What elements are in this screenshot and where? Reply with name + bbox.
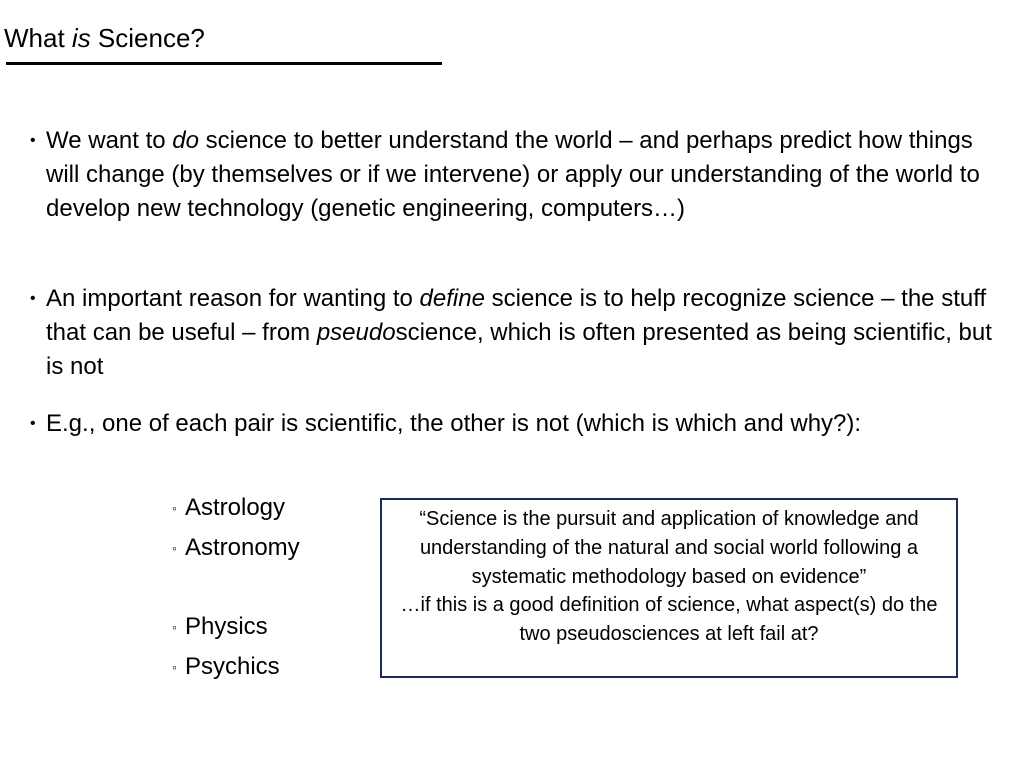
title-suffix: Science? [90, 23, 205, 53]
bullet-2 [30, 282, 1006, 384]
pair-item-label: Astrology [184, 494, 286, 521]
pair-item-label: Psychics [184, 653, 280, 680]
bullet-2-seg-2: science is to help recognize science – the stuff that can be useful – from [46, 285, 987, 346]
bullet-3-seg-0: E.g., one of each pair is scientific, the other is not (which is which and why?): [46, 410, 862, 437]
title-italic: is [71, 23, 91, 53]
definition-quote-box [380, 498, 958, 678]
bullet-1-seg-0: We want to [46, 127, 173, 154]
title-underline [6, 62, 442, 65]
quote-question: …if this is a good definition of science, what aspect(s) do the two pseudosciences at left fail at? [400, 594, 938, 646]
bullet-3 [30, 407, 1006, 441]
bullet-2-seg-4: science, which is often presented as being scientific, but is not [46, 319, 992, 380]
pair-item-label: Astronomy [184, 534, 300, 561]
bullet-dot-icon: • [30, 132, 36, 149]
bullet-2-seg-3: pseudo [316, 319, 396, 346]
pair-item-psychics [172, 652, 280, 684]
bullet-dot-icon: • [30, 290, 36, 307]
bullet-1-seg-1: do [172, 127, 199, 154]
quote-definition: “Science is the pursuit and application of knowledge and understanding of the natural and social world following a systematic methodology based on evidence” [419, 508, 919, 588]
slide-title [4, 22, 205, 54]
pair-item-physics [172, 612, 268, 644]
pair-item-label: Physics [184, 613, 268, 640]
bullet-1-seg-2: science to better understand the world – and perhaps predict how things will change (by themselves or if we intervene) or apply our understanding of the world to develop new technology (genetic engineering, computers…) [46, 127, 980, 222]
ring-bullet-icon: ◦ [172, 619, 177, 635]
bullet-1 [30, 124, 1006, 226]
pair-item-astrology [172, 493, 285, 525]
bullet-dot-icon: • [30, 415, 36, 432]
title-prefix: What [4, 23, 72, 53]
ring-bullet-icon: ◦ [172, 540, 177, 556]
pair-item-astronomy [172, 533, 300, 565]
ring-bullet-icon: ◦ [172, 500, 177, 516]
ring-bullet-icon: ◦ [172, 659, 177, 675]
bullet-2-seg-1: define [419, 285, 485, 312]
bullet-2-seg-0: An important reason for wanting to [46, 285, 420, 312]
